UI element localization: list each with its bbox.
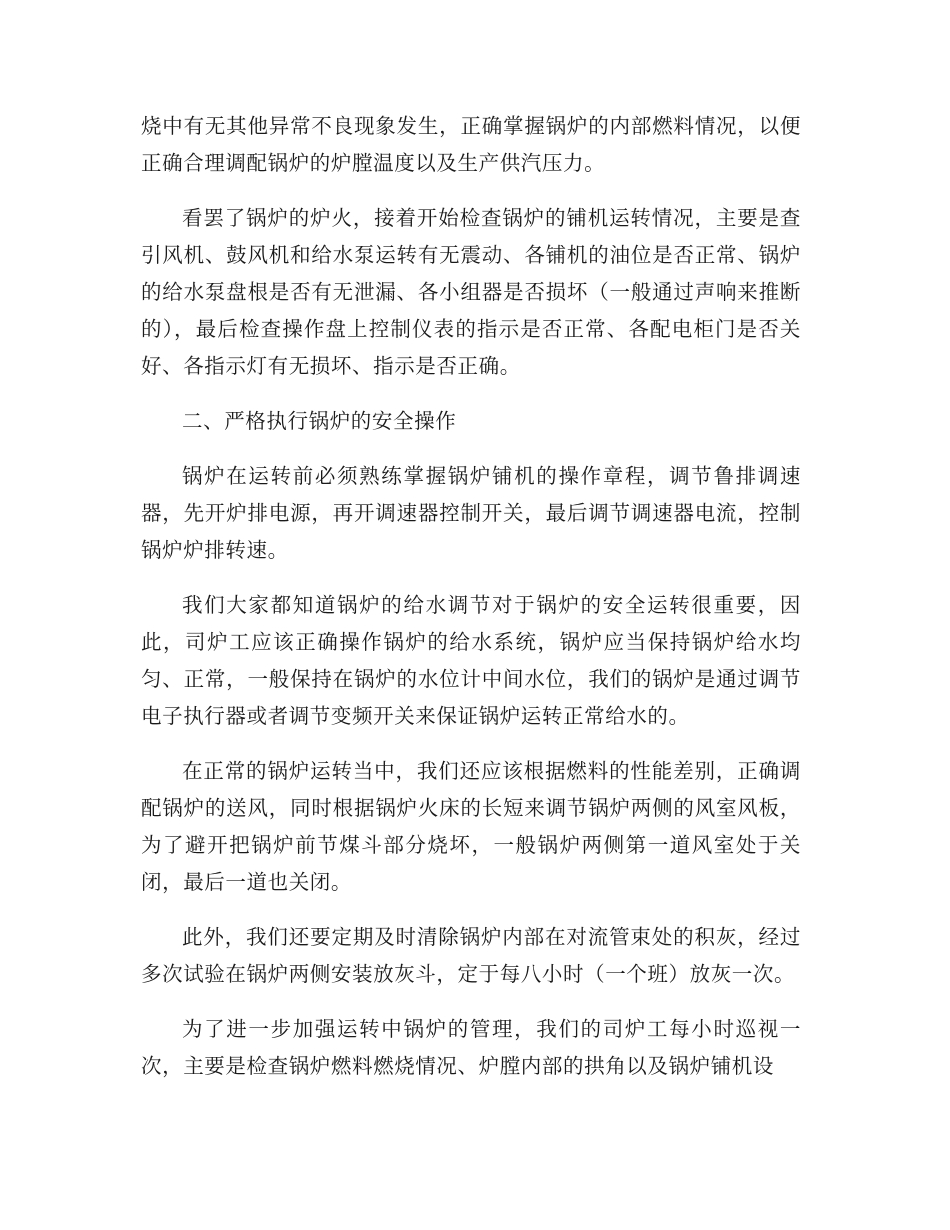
paragraph-2: 看罢了锅炉的炉火，接着开始检查锅炉的铺机运转情况，主要是查引风机、鼓风机和给水泵运转有无震动、各铺机的油位是否正常、锅炉的给水泵盘根是否有无泄漏、各小组器是否损坏（一般通过声响来推断的），最后检查操作盘上控制仪表的指示是否正常、各配电柜门是否关好、各指示灯有无损坏、指示是否正确。	[141, 206, 801, 378]
paragraph-5: 在正常的锅炉运转当中，我们还应该根据燃料的性能差别，正确调配锅炉的送风，同时根据锅炉火床的长短来调节锅炉两侧的风室风板，为了避开把锅炉前节煤斗部分烧坏，一般锅炉两侧第一道风室处于关闭，最后一道也关闭。	[141, 759, 801, 894]
paragraph-3: 锅炉在运转前必须熟练掌握锅炉铺机的操作章程，调节鲁排调速器，先开炉排电源，再开调速器控制开关，最后调节调速器电流，控制锅炉炉排转速。	[141, 464, 801, 562]
paragraph-6: 此外，我们还要定期及时清除锅炉内部在对流管束处的积灰，经过多次试验在锅炉两侧安装放灰斗，定于每八小时（一个班）放灰一次。	[141, 925, 801, 986]
paragraph-7: 为了进一步加强运转中锅炉的管理，我们的司炉工每小时巡视一次，主要是检查锅炉燃料燃烧情况、炉膛内部的拱角以及锅炉铺机设	[141, 1017, 801, 1078]
document-body	[141, 108, 801, 1103]
paragraph-1: 烧中有无其他异常不良现象发生，正确掌握锅炉的内部燃料情况，以便正确合理调配锅炉的炉膛温度以及生产供汽压力。	[141, 114, 801, 175]
paragraph-4: 我们大家都知道锅炉的给水调节对于锅炉的安全运转很重要，因此，司炉工应该正确操作锅炉的给水系统，锅炉应当保持锅炉给水均匀、正常，一般保持在锅炉的水位计中间水位，我们的锅炉是通过调节电子执行器或者调节变频开关来保证锅炉运转正常给水的。	[141, 593, 801, 728]
section-heading: 二、严格执行锅炉的安全操作	[182, 409, 457, 433]
